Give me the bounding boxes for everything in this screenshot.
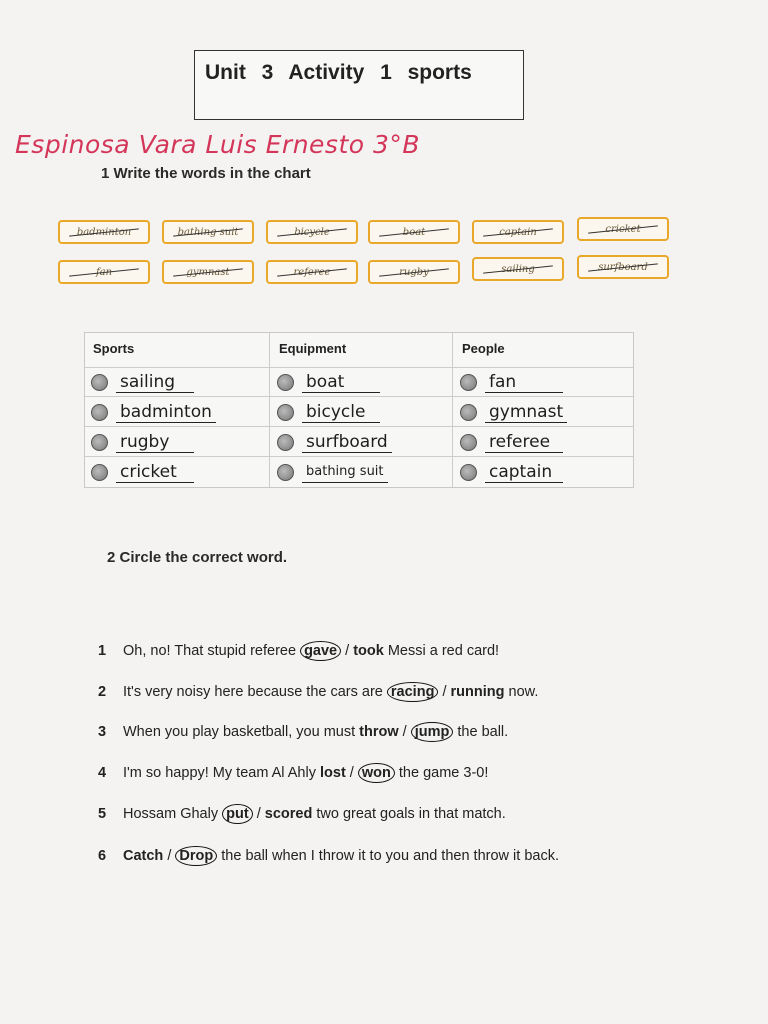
row-divider <box>85 426 633 427</box>
bullet-icon <box>91 374 108 391</box>
word-bank-item: sailing <box>472 257 564 281</box>
chart-cell <box>277 399 380 425</box>
answer-text: rugby <box>116 432 194 453</box>
bullet-icon <box>460 374 477 391</box>
bullet-icon <box>91 434 108 451</box>
column-header-sports: Sports <box>93 341 135 356</box>
word-chart <box>84 332 634 488</box>
column-header-equipment: Equipment <box>279 341 347 356</box>
word-bank-item: referee <box>266 260 358 284</box>
bullet-icon <box>91 464 108 481</box>
row-divider <box>85 456 633 457</box>
exercise-2-heading: 2 Circle the correct word. <box>107 549 288 566</box>
answer-text: captain <box>485 462 563 483</box>
answer-text: badminton <box>116 402 216 423</box>
answer-text: gymnast <box>485 402 567 423</box>
answer-text: surfboard <box>302 432 392 453</box>
sentence-item: 4 I'm so happy! My team Al Ahly lost / won the game 3-0! <box>98 765 489 781</box>
column-divider <box>269 333 270 487</box>
answer-text: bicycle <box>302 402 380 423</box>
student-name: Espinosa Vara Luis Ernesto 3°B <box>15 130 421 159</box>
bullet-icon <box>91 404 108 421</box>
sentence-item: 2 It's very noisy here because the cars are racing / running now. <box>98 684 539 700</box>
bullet-icon <box>277 404 294 421</box>
page-title: Unit 3 Activity 1 sports <box>205 61 472 84</box>
bullet-icon <box>460 404 477 421</box>
word-bank-item: cricket <box>577 217 669 241</box>
bullet-icon <box>460 464 477 481</box>
answer-text: bathing suit <box>302 462 388 483</box>
chart-cell <box>460 429 563 455</box>
word-bank-item: bathing suit <box>162 220 254 244</box>
exercise-1-heading: 1 Write the words in the chart <box>101 165 311 182</box>
chart-cell <box>460 399 567 425</box>
chart-cell <box>277 459 388 485</box>
row-divider <box>85 396 633 397</box>
sentence-item: 5 Hossam Ghaly put / scored two great goals in that match. <box>98 806 506 822</box>
chart-cell <box>91 369 194 395</box>
word-bank-item: captain <box>472 220 564 244</box>
chart-cell <box>460 459 563 485</box>
chart-cell <box>277 429 392 455</box>
sentence-item: 6 Catch / Drop the ball when I throw it to you and then throw it back. <box>98 848 559 864</box>
chart-cell <box>460 369 563 395</box>
column-header-people: People <box>462 341 505 356</box>
answer-text: cricket <box>116 462 194 483</box>
circled-option: jump <box>411 722 454 742</box>
circled-option: racing <box>387 682 439 702</box>
bullet-icon <box>460 434 477 451</box>
answer-text: boat <box>302 372 380 393</box>
chart-cell <box>91 459 194 485</box>
bullet-icon <box>277 374 294 391</box>
title-box <box>194 50 524 120</box>
sentence-item: 1 Oh, no! That stupid referee gave / took Messi a red card! <box>98 643 500 659</box>
chart-cell <box>277 369 380 395</box>
bullet-icon <box>277 464 294 481</box>
word-bank-item: bicycle <box>266 220 358 244</box>
sentence-item: 3 When you play basketball, you must throw / jump the ball. <box>98 724 509 740</box>
circled-option: Drop <box>175 846 217 866</box>
bullet-icon <box>277 434 294 451</box>
column-divider <box>452 333 453 487</box>
word-bank-item: rugby <box>368 260 460 284</box>
chart-cell <box>91 399 216 425</box>
row-divider <box>85 367 633 368</box>
word-bank-item: surfboard <box>577 255 669 279</box>
word-bank-item: fan <box>58 260 150 284</box>
circled-option: gave <box>300 641 341 661</box>
word-bank-item: boat <box>368 220 460 244</box>
chart-cell <box>91 429 194 455</box>
answer-text: sailing <box>116 372 194 393</box>
answer-text: referee <box>485 432 563 453</box>
answer-text: fan <box>485 372 563 393</box>
word-bank-item: gymnast <box>162 260 254 284</box>
word-bank-item: badminton <box>58 220 150 244</box>
circled-option: put <box>222 804 253 824</box>
circled-option: won <box>358 763 395 783</box>
